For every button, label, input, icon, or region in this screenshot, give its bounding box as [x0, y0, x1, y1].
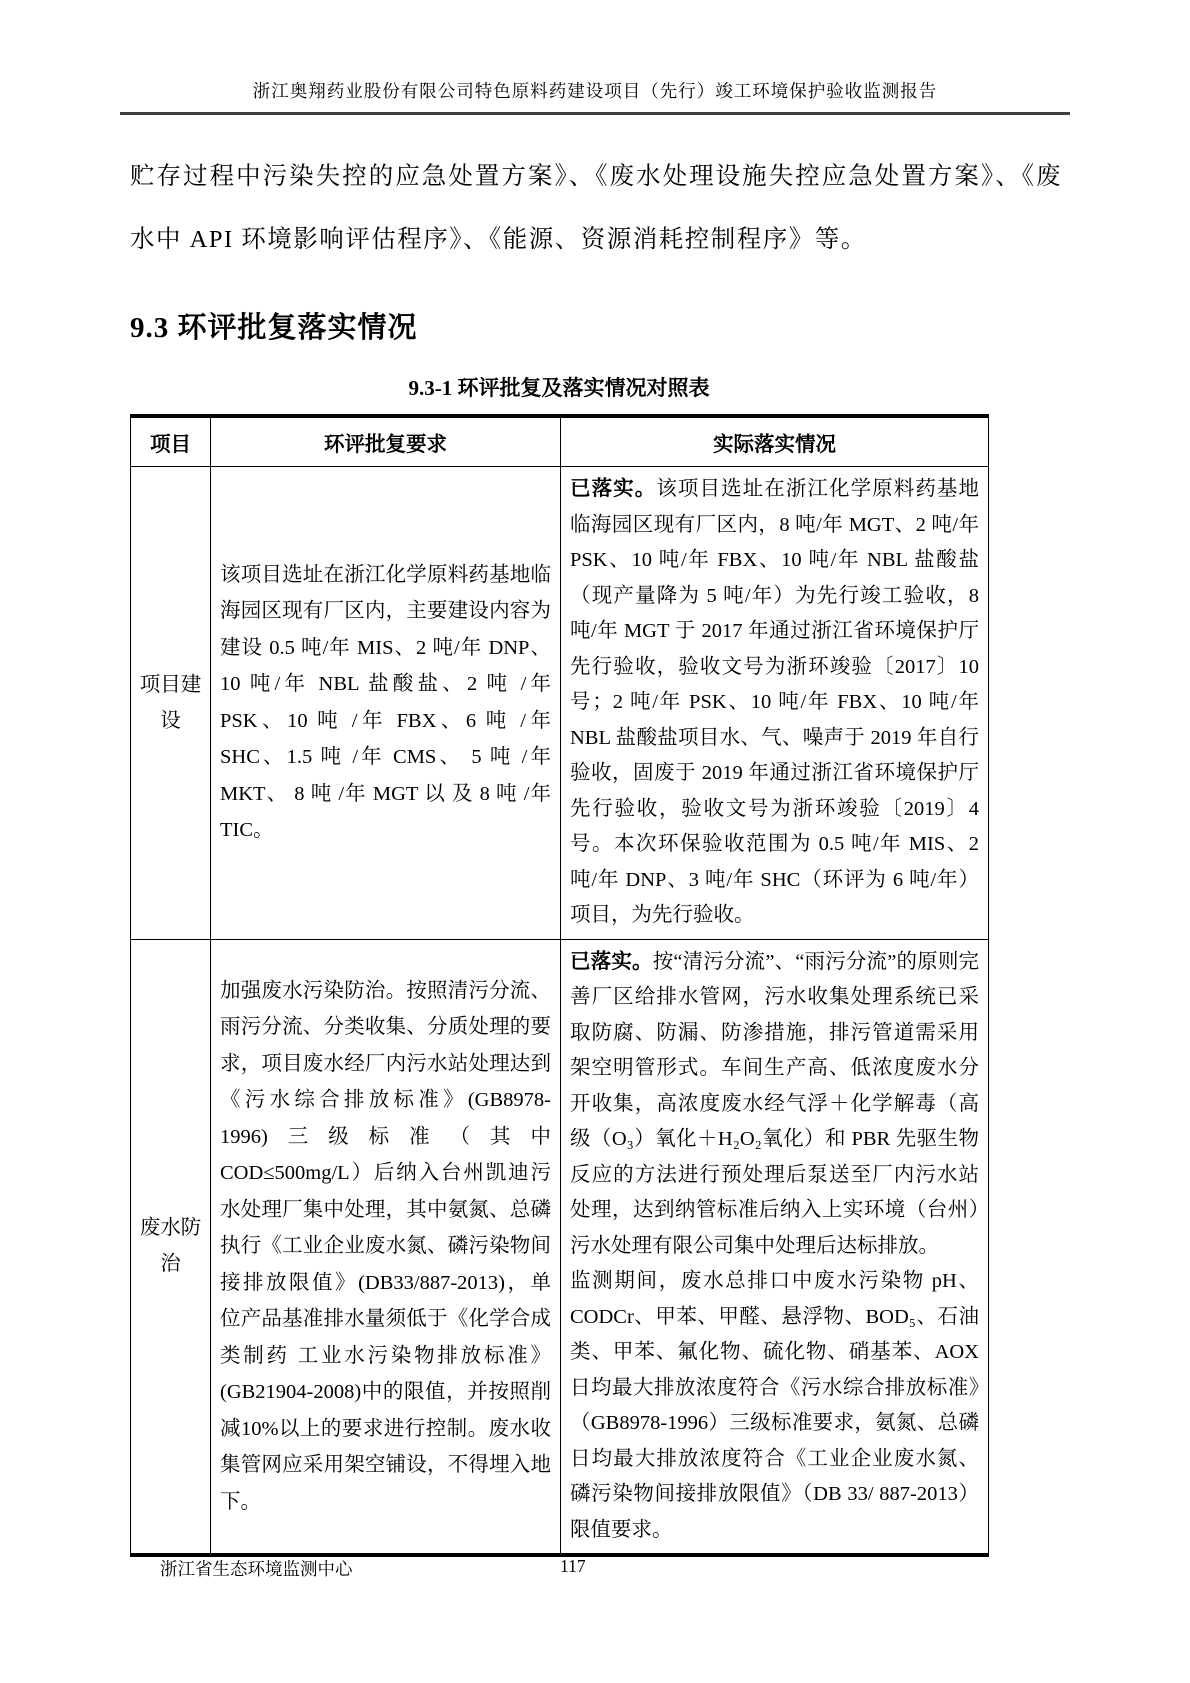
requirement-text: 该项目选址在浙江化学原料药基地临海园区现有厂区内，主要建设内容为建设 0.5 吨/年 MIS、2 吨/年 DNP、10 吨/年 NBL 盐酸盐、2 吨 /年 PSK、10 吨 /年 FBX、6 吨 /年 SHC、1.5 吨 /年 CMS、 5 吨 /年 MKT、 8 吨 /年 MGT 以 及 8 吨 /年 TIC。 [220, 563, 551, 842]
table-row-project-construction [131, 467, 989, 940]
column-header-status: 实际落实情况 [561, 416, 989, 467]
footer-organization: 浙江省生态环境监测中心 [160, 1559, 353, 1579]
status-lead-bold: 已落实。 [570, 950, 653, 973]
status-paragraph [570, 472, 979, 934]
row-item-label: 项目建设 [131, 467, 211, 940]
status-lead-bold: 已落实。 [570, 478, 657, 500]
status-paragraph-monitoring: 监测期间，废水总排口中废水污染物 pH、CODCr、甲苯、甲醛、悬浮物、BOD₅、石油类、甲苯、氟化物、硫化物、硝基苯、AOX 日均最大排放浓度符合《污水综合排放标准》（GB8978-1996）三级标准要求，氨氮、总磷日均最大排放浓度符合《工业企业废水氮、磷污染物间接排放限值》（DB 33/ 887-2013）限值要求。 [570, 1270, 979, 1541]
table-row-wastewater-control [131, 939, 989, 1555]
status-cell [561, 467, 989, 940]
running-header: 浙江奥翔药业股份有限公司特色原料药建设项目（先行）竣工环境保护验收监测报告 [120, 0, 1070, 115]
status-text: 按“清污分流”、“雨污分流”的原则完善厂区给排水管网，污水收集处理系统已采取防腐、防漏、防渗措施，排污管道需采用架空明管形式。车间生产高、低浓度废水分开收集，高浓度废水经气浮＋化学解毒（高级（O₃）氧化＋H₂O₂氧化）和 PBR 先驱生物反应的方法进行预处理后泵送至厂内污水站处理，达到纳管标准后纳入上实环境（台州）污水处理有限公司集中处理后达标排放。 [570, 950, 979, 1257]
column-header-requirement: 环评批复要求 [211, 416, 561, 467]
status-paragraph [570, 945, 979, 1265]
column-header-item: 项目 [131, 416, 211, 467]
table-header-row [131, 416, 989, 467]
section-heading: 9.3 环评批复落实情况 [130, 312, 418, 344]
page-number: 117 [560, 1556, 586, 1576]
status-text: 该项目选址在浙江化学原料药基地临海园区现有厂区内，8 吨/年 MGT、2 吨/年 PSK、10 吨/年 FBX、10 吨/年 NBL 盐酸盐（现产量降为 5 吨/年）为先行竣工验收，8 吨/年 MGT 于 2017 年通过浙江省环境保护厅先行验收，验收文号为浙环竣验〔2017〕10 号；2 吨/年 PSK、10 吨/年 FBX、10 吨/年 NBL 盐酸盐项目水、气、噪声于 2019 年自行验收，固废于 2019 年通过浙江省环境保护厅先行验收，验收文号为浙环竣验〔2019〕4 号。本次环保验收范围为 0.5 吨/年 MIS、2 吨/年 DNP、3 吨/年 SHC（环评为 6 吨/年）项目，为先行验收。 [570, 478, 980, 926]
requirement-cell [211, 939, 561, 1555]
page-footer [0, 1556, 1190, 1581]
intro-paragraph: 贮存过程中污染失控的应急处置方案》、《废水处理设施失控应急处置方案》、《废水中 API 环境影响评估程序》、《能源、资源消耗控制程序》等。 [130, 163, 1062, 253]
status-cell [561, 939, 989, 1555]
requirement-cell [211, 467, 561, 940]
requirement-text: 加强废水污染防治。按照清污分流、雨污分流、分类收集、分质处理的要求，项目废水经厂内污水站处理达到《污水综合排放标准》(GB8978-1996)三级标准（其中 COD≤500mg/L）后纳入台州凯迪污水处理厂集中处理，其中氨氮、总磷执行《工业企业废水氮、磷污染物间接排放限值》(DB33/887-2013)，单位产品基准排水量须低于《化学合成类制药 工业水污染物排放标准》(GB21904-2008)中的限值，并按照削减10%以上的要求进行控制。废水收集管网应采用架空铺设，不得埋入地下。 [220, 979, 551, 1513]
table-caption: 9.3-1 环评批复及落实情况对照表 [408, 376, 710, 400]
row-item-label: 废水防治 [131, 939, 211, 1555]
comparison-table [130, 414, 989, 1557]
